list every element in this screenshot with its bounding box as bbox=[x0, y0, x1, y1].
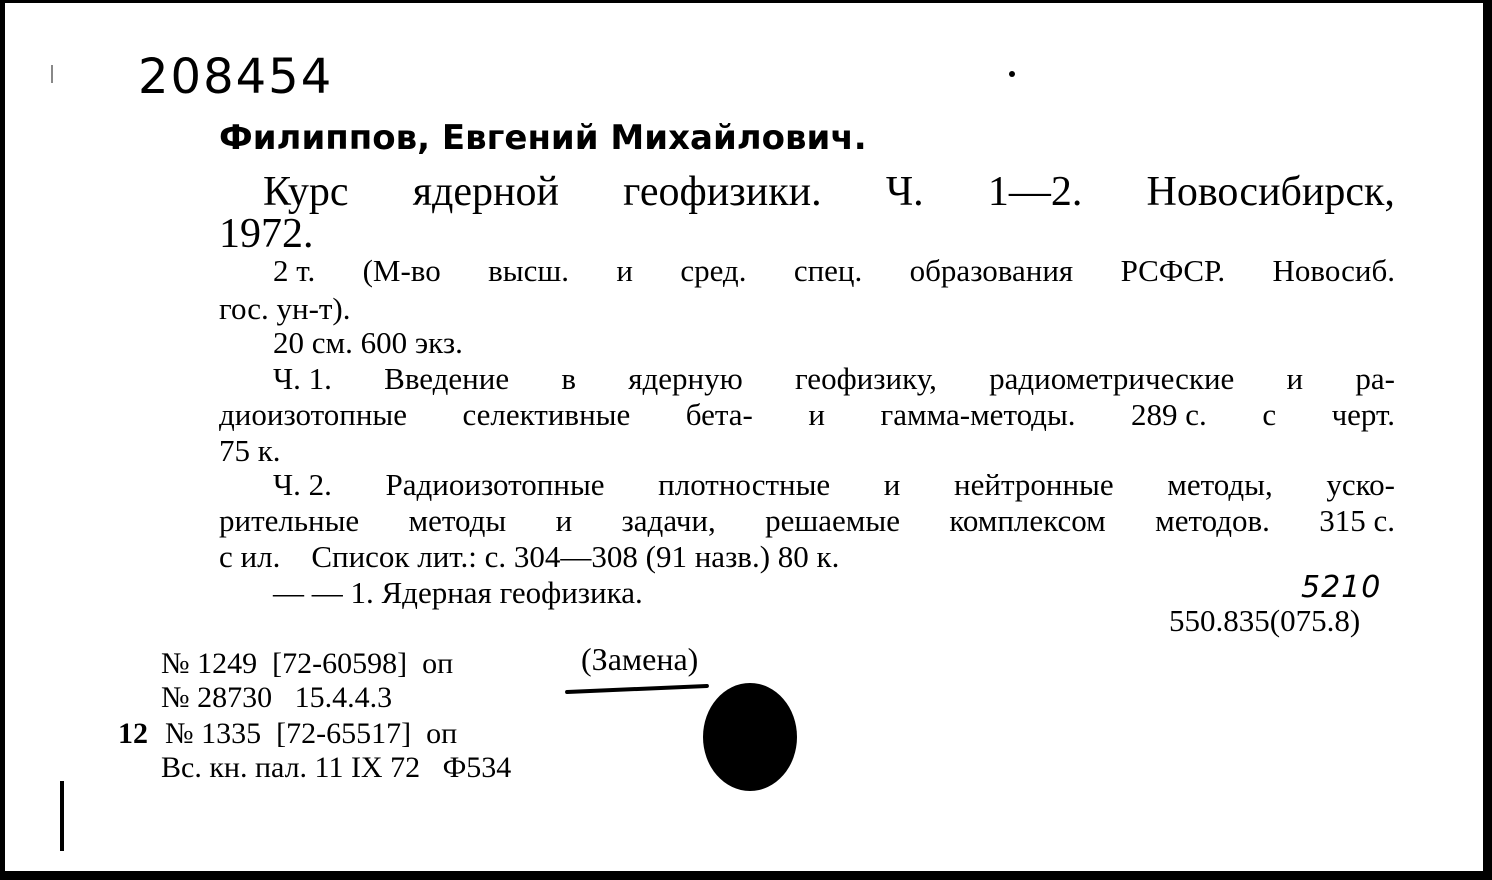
size-and-copies: 20 см. 600 экз. bbox=[273, 325, 463, 360]
series-word: и bbox=[616, 253, 633, 288]
replacement-note: (Замена) bbox=[581, 641, 699, 677]
part2-word: 315 с. bbox=[1319, 503, 1395, 538]
part1-word: радиометрические bbox=[989, 361, 1235, 396]
record-line-3-prefix: 12 bbox=[118, 717, 148, 750]
part2-word: Радиоизотопные bbox=[385, 467, 605, 502]
part1-word: 289 с. bbox=[1131, 397, 1207, 432]
part2-word: задачи, bbox=[621, 503, 716, 538]
series-word: (М-во bbox=[362, 253, 441, 288]
title-word: Ч. bbox=[885, 169, 924, 215]
part2-word: методы, bbox=[1167, 467, 1273, 502]
part2-line-1 bbox=[273, 469, 1395, 500]
record-line-1: № 1249 [72-60598] оп bbox=[161, 647, 454, 680]
part2-word: методы bbox=[408, 503, 507, 538]
part1-word: Введение bbox=[384, 361, 510, 396]
record-line-3: № 1335 [72-65517] оп bbox=[165, 717, 458, 750]
part1-word: геофизику, bbox=[795, 361, 937, 396]
part1-word: бета- bbox=[685, 397, 753, 432]
series-line-2: гос. ун-т). bbox=[219, 291, 351, 326]
series-word: РСФСР. bbox=[1120, 253, 1226, 288]
punch-hole bbox=[703, 683, 797, 791]
part1-word: черт. bbox=[1331, 397, 1395, 432]
title-word: ядерной bbox=[412, 169, 559, 215]
part1-line-1 bbox=[273, 363, 1395, 394]
part2-line-2 bbox=[219, 505, 1395, 536]
title-word: Новосибирск, bbox=[1146, 169, 1395, 215]
record-line-2: № 28730 15.4.4.3 bbox=[161, 681, 393, 714]
series-line-1 bbox=[273, 255, 1395, 286]
series-word: сред. bbox=[680, 253, 747, 288]
catalog-card bbox=[5, 3, 1487, 871]
part2-word: плотностные bbox=[658, 467, 831, 502]
part1-word: и bbox=[1286, 361, 1304, 396]
part1-word: селективные bbox=[462, 397, 631, 432]
title-word: геофизики. bbox=[623, 169, 822, 215]
part2-word: комплексом bbox=[949, 503, 1106, 538]
series-word: образования bbox=[909, 253, 1074, 288]
handwritten-accession-number: 208454 bbox=[138, 49, 334, 105]
handwritten-code: 5210 bbox=[1301, 570, 1382, 605]
part2-word: методов. bbox=[1155, 503, 1270, 538]
part1-word: с bbox=[1262, 397, 1277, 432]
part1-word: и bbox=[808, 397, 825, 432]
subject-heading: — — 1. Ядерная геофизика. bbox=[273, 575, 643, 610]
part1-word: ядерную bbox=[628, 361, 743, 396]
part2-word: рительные bbox=[219, 503, 360, 538]
record-line-4: Вс. кн. пал. 11 IX 72 Ф534 bbox=[161, 751, 512, 784]
part2-word: и bbox=[883, 467, 901, 502]
series-word: 2 т. bbox=[273, 253, 316, 288]
series-word: Новосиб. bbox=[1272, 253, 1395, 288]
part2-line-3: с ил. Список лит.: с. 304—308 (91 назв.) 80 к. bbox=[219, 539, 840, 574]
part2-word: уско- bbox=[1326, 467, 1395, 502]
part2-word: и bbox=[555, 503, 573, 538]
title-word: 1—2. bbox=[987, 169, 1083, 215]
series-word: спец. bbox=[793, 253, 863, 288]
part2-word: решаемые bbox=[765, 503, 900, 538]
title-line-1 bbox=[263, 171, 1395, 213]
part1-word: ра- bbox=[1355, 361, 1395, 396]
part1-word: в bbox=[561, 361, 576, 396]
part1-word: диоизотопные bbox=[219, 397, 408, 432]
part1-word: гамма-методы. bbox=[880, 397, 1076, 432]
margin-tick-marks bbox=[51, 65, 53, 83]
part2-word: нейтронные bbox=[954, 467, 1114, 502]
series-word: высш. bbox=[488, 253, 569, 288]
margin-stroke bbox=[60, 781, 64, 851]
part1-line-2 bbox=[219, 399, 1395, 430]
handwritten-underline bbox=[565, 684, 709, 694]
classification-number: 550.835(075.8) bbox=[1169, 603, 1361, 638]
dot-mark bbox=[1009, 71, 1015, 77]
title-word: Курс bbox=[263, 169, 349, 215]
title-line-2: 1972. bbox=[219, 211, 314, 257]
part1-line-3: 75 к. bbox=[219, 433, 281, 468]
author-heading: Филиппов, Евгений Михайлович. bbox=[219, 118, 867, 158]
part2-word: Ч. 2. bbox=[273, 467, 332, 502]
part1-word: Ч. 1. bbox=[273, 361, 332, 396]
